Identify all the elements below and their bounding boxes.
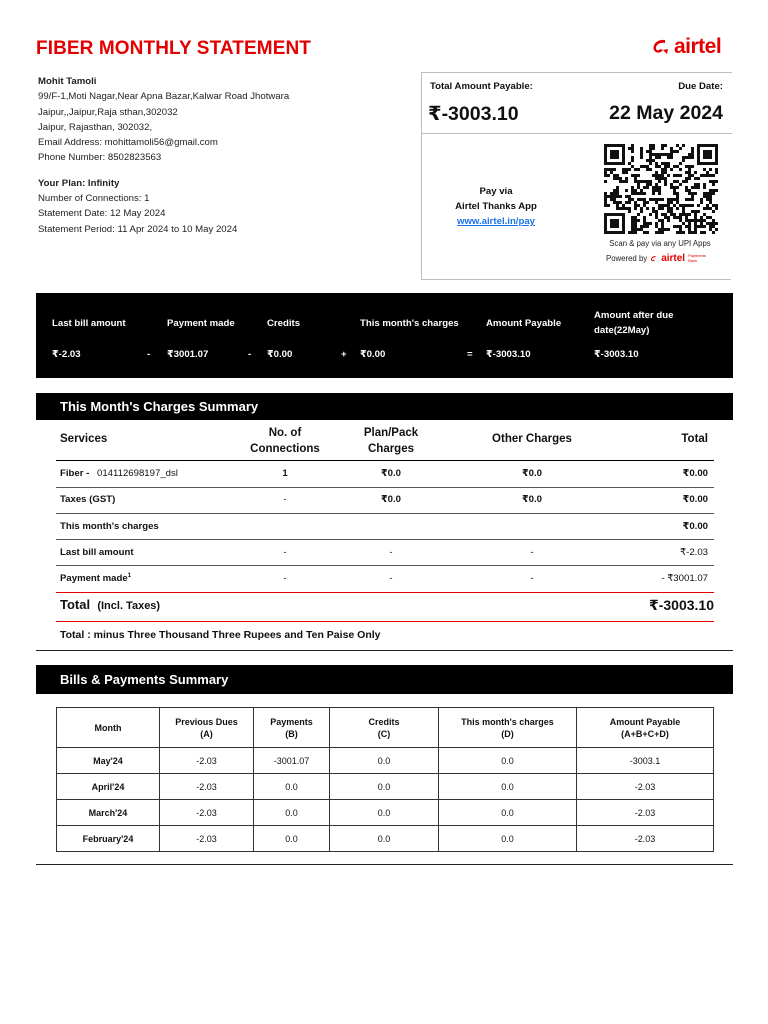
payment-made-value: ₹3001.07	[167, 349, 209, 360]
airtel-mini-icon	[650, 255, 658, 263]
payments-cell: 0.0	[254, 826, 330, 852]
pay-link[interactable]: www.airtel.in/pay	[456, 216, 535, 227]
plan-charges-header: Plan/Pack Charges	[363, 427, 419, 455]
operator-plus: +	[341, 349, 347, 360]
amount-payable-value: ₹-3003.10	[486, 349, 531, 360]
operator-minus-2: -	[248, 349, 252, 360]
customer-address-block	[38, 74, 289, 166]
customer-name: Mohit Tamoli	[38, 76, 97, 87]
last-bill-header: Last bill amount	[52, 318, 126, 329]
month-charges-cell: 0.0	[439, 826, 577, 852]
service-id: 014112698197_dsl	[97, 468, 178, 479]
table-row	[57, 748, 714, 774]
credits-cell: 0.0	[330, 826, 439, 852]
plan-value: -	[389, 547, 393, 558]
address-line-1: 99/F-1,Moti Nagar,Near Apna Bazar,Kalwar Road Jhotwara	[38, 91, 290, 103]
previous-dues-cell: -2.03	[160, 800, 254, 826]
connection-count: Number of Connections: 1	[38, 193, 150, 205]
other-value: -	[530, 573, 534, 584]
plan-value: -	[389, 573, 393, 584]
month-cell: April'24	[57, 774, 160, 800]
plan-value: ₹0.0	[380, 468, 401, 479]
address-line-3: Jaipur, Rajasthan, 302032,	[38, 121, 153, 133]
scan-pay-text: Scan & pay via any UPI Apps	[609, 239, 711, 248]
service-name: Taxes (GST)	[60, 494, 116, 505]
amount-payable-cell: -2.03	[577, 826, 714, 852]
plan-details-block	[38, 176, 237, 237]
logo-wordmark: airtel	[674, 35, 722, 58]
statement-period: Statement Period: 11 Apr 2024 to 10 May 2024	[38, 223, 238, 235]
bills-summary-table	[56, 707, 714, 852]
connections-value: 1	[282, 468, 288, 479]
credits-header: Credits	[267, 318, 301, 329]
services-header: Services	[60, 433, 108, 445]
amount-payable-cell: -3003.1	[577, 748, 714, 774]
pay-via-label: Pay via	[479, 186, 513, 197]
grand-total-label: Total (Incl. Taxes)	[60, 597, 161, 612]
section-divider	[36, 864, 733, 865]
month-charges-cell: 0.0	[439, 774, 577, 800]
plan-name: Your Plan: Infinity	[38, 178, 120, 189]
other-value: ₹0.0	[521, 468, 542, 479]
due-date-label: Due Date:	[678, 81, 723, 92]
plan-value: ₹0.0	[380, 494, 401, 505]
month-charges-cell: 0.0	[439, 748, 577, 774]
amount-payable-header: Amount Payable	[486, 318, 562, 329]
month-cell: February'24	[57, 826, 160, 852]
upi-qr-code-icon[interactable]	[604, 144, 718, 235]
payments-header: Payments (B)	[254, 708, 330, 748]
service-name: Payment made$^1$	[60, 573, 132, 585]
total-words-text: Total : minus Three Thousand Three Rupees and Ten Paise Only	[60, 629, 381, 641]
grand-total-row	[56, 597, 714, 619]
last-bill-value: ₹-2.03	[52, 349, 81, 360]
total-header: Total	[681, 433, 708, 445]
table-row	[57, 826, 714, 852]
total-value: ₹0.00	[682, 521, 708, 532]
powered-by-label: Powered by	[606, 254, 648, 263]
after-due-header-1: Amount after due	[594, 310, 674, 321]
grand-total-value: ₹-3003.10	[648, 597, 714, 613]
total-value: ₹0.00	[682, 494, 708, 505]
month-charges-value: ₹0.00	[360, 349, 386, 360]
airtel-logo	[651, 34, 735, 60]
credits-header: Credits (C)	[330, 708, 439, 748]
service-name: Last bill amount	[60, 547, 134, 558]
amount-payable-header: Amount Payable (A+B+C+D)	[577, 708, 714, 748]
bills-summary-title: Bills & Payments Summary	[36, 665, 733, 694]
month-cell: May'24	[57, 748, 160, 774]
connections-value: -	[283, 547, 287, 558]
amount-payable-cell: -2.03	[577, 774, 714, 800]
credits-cell: 0.0	[330, 774, 439, 800]
previous-dues-header: Previous Dues (A)	[160, 708, 254, 748]
operator-equals: =	[467, 349, 473, 360]
total-value: - ₹3001.07	[661, 573, 708, 584]
other-charges-header: Other Charges	[492, 433, 572, 445]
statement-date: Statement Date: 12 May 2024	[38, 208, 166, 220]
month-charges-header: This month's charges (D)	[439, 708, 577, 748]
other-value: -	[530, 547, 534, 558]
total-amount-value: ₹-3003.10	[428, 103, 519, 125]
payment-box	[421, 72, 731, 280]
payments-bank-label: Payments Bank	[688, 253, 706, 263]
payments-cell: -3001.07	[254, 748, 330, 774]
total-value: ₹-2.03	[680, 547, 708, 558]
credits-cell: 0.0	[330, 800, 439, 826]
charges-summary-title: This Month's Charges Summary	[36, 393, 733, 420]
previous-dues-cell: -2.03	[160, 826, 254, 852]
other-value: ₹0.0	[521, 494, 542, 505]
email-address: Email Address: mohittamoli56@gmail.com	[38, 137, 218, 149]
bills-header-row	[57, 708, 714, 748]
address-line-2: Jaipur,,Jaipur,Raja sthan,302032	[38, 106, 178, 118]
previous-dues-cell: -2.03	[160, 774, 254, 800]
powered-brand: airtel	[661, 253, 686, 264]
service-name: This month's charges	[60, 521, 159, 532]
powered-by	[606, 253, 706, 264]
table-row	[57, 774, 714, 800]
amount-payable-cell: -2.03	[577, 800, 714, 826]
credits-value: ₹0.00	[267, 349, 293, 360]
payments-cell: 0.0	[254, 774, 330, 800]
pay-via-block	[438, 184, 554, 229]
phone-number: Phone Number: 8502823563	[38, 152, 162, 164]
table-row	[57, 800, 714, 826]
credits-cell: 0.0	[330, 748, 439, 774]
app-name: Airtel Thanks App	[455, 201, 537, 212]
connections-header: No. of Connections	[250, 427, 320, 455]
total-amount-label: Total Amount Payable:	[430, 81, 533, 92]
month-cell: March'24	[57, 800, 160, 826]
month-header: Month	[57, 708, 160, 748]
month-charges-header: This month's charges	[360, 318, 459, 329]
total-value: ₹0.00	[682, 468, 708, 479]
due-date-value: 22 May 2024	[609, 102, 723, 124]
connections-value: -	[283, 494, 287, 505]
payments-cell: 0.0	[254, 800, 330, 826]
charges-summary-table	[56, 420, 714, 650]
statement-title: FIBER MONTHLY STATEMENT	[36, 38, 311, 59]
airtel-swirl-icon	[651, 38, 671, 56]
after-due-value: ₹-3003.10	[594, 349, 639, 360]
after-due-header-2: date(22May)	[594, 325, 650, 336]
service-name: Fiber -	[60, 468, 90, 479]
payment-made-header: Payment made	[167, 318, 235, 329]
connections-value: -	[283, 573, 287, 584]
month-charges-cell: 0.0	[439, 800, 577, 826]
operator-minus-1: -	[147, 349, 151, 360]
charges-header-row	[56, 420, 714, 462]
previous-dues-cell: -2.03	[160, 748, 254, 774]
section-divider	[36, 650, 733, 651]
bill-summary-bar	[36, 293, 733, 378]
